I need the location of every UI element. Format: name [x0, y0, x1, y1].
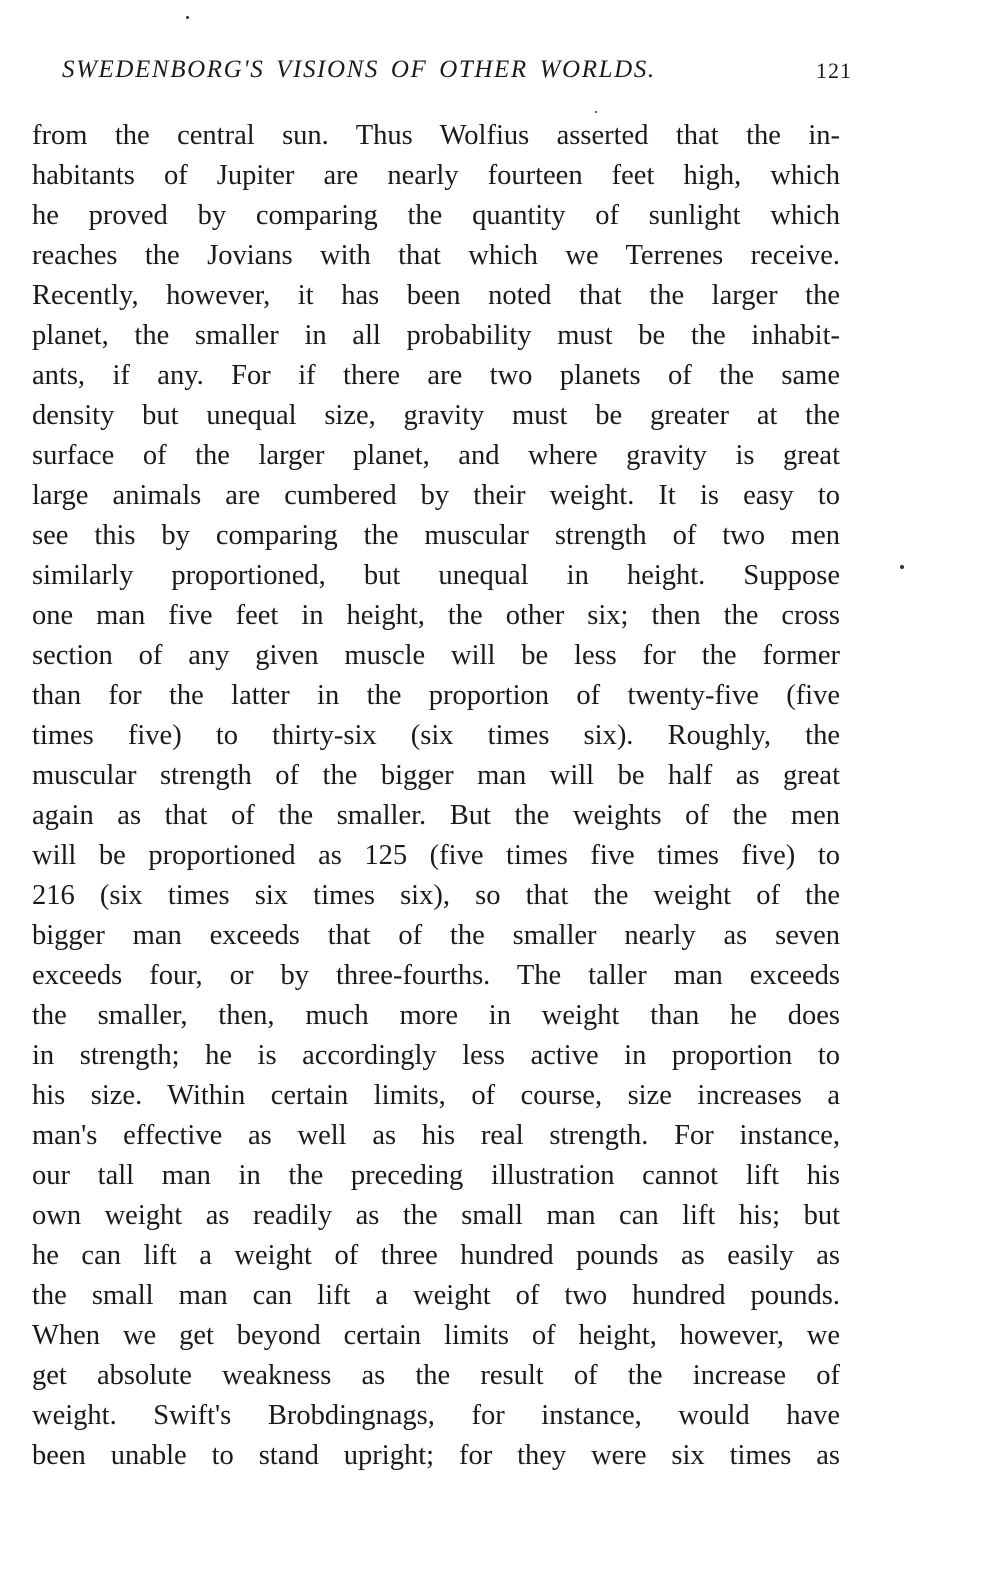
- text-line: density but unequal size, gravity must be greater at the: [32, 400, 840, 431]
- text-line: he can lift a weight of three hundred pounds as easily as: [32, 1240, 840, 1271]
- text-line: man's effective as well as his real strength. For instance,: [32, 1120, 840, 1151]
- text-line: from the central sun. Thus Wolfius asserted that the in-: [32, 120, 840, 151]
- text-line: the smaller, then, much more in weight than he does: [32, 1000, 840, 1031]
- running-title: SWEDENBORG'S VISIONS OF OTHER WORLDS.: [62, 56, 656, 83]
- text-line: times five) to thirty-six (six times six). Roughly, the: [32, 720, 840, 751]
- text-line: one man five feet in height, the other six; then the cross: [32, 600, 840, 631]
- scan-speck: [186, 16, 189, 19]
- text-line: section of any given muscle will be less for the former: [32, 640, 840, 671]
- text-line: our tall man in the preceding illustration cannot lift his: [32, 1160, 840, 1191]
- text-line: again as that of the smaller. But the weights of the men: [32, 800, 840, 831]
- text-line: similarly proportioned, but unequal in height. Suppose: [32, 560, 840, 591]
- body-text: [32, 116, 840, 1476]
- text-line: surface of the larger planet, and where gravity is great: [32, 440, 840, 471]
- text-line: get absolute weakness as the result of the increase of: [32, 1360, 840, 1391]
- scan-speck: [595, 111, 597, 113]
- text-line: large animals are cumbered by their weight. It is easy to: [32, 480, 840, 511]
- text-line: habitants of Jupiter are nearly fourteen feet high, which: [32, 160, 840, 191]
- text-line: muscular strength of the bigger man will be half as great: [32, 760, 840, 791]
- text-line: 216 (six times six times six), so that the weight of the: [32, 880, 840, 911]
- text-line: exceeds four, or by three-fourths. The taller man exceeds: [32, 960, 840, 991]
- scan-speck: [900, 565, 904, 569]
- text-line: Recently, however, it has been noted that the larger the: [32, 280, 840, 311]
- text-line: ants, if any. For if there are two planets of the same: [32, 360, 840, 391]
- text-line: reaches the Jovians with that which we Terrenes receive.: [32, 240, 840, 271]
- text-line: the small man can lift a weight of two hundred pounds.: [32, 1280, 840, 1311]
- text-line: than for the latter in the proportion of twenty-five (five: [32, 680, 840, 711]
- page-number: 121: [816, 58, 852, 83]
- text-line: own weight as readily as the small man can lift his; but: [32, 1200, 840, 1231]
- text-line: he proved by comparing the quantity of sunlight which: [32, 200, 840, 231]
- text-line: bigger man exceeds that of the smaller nearly as seven: [32, 920, 840, 951]
- text-line: will be proportioned as 125 (five times five times five) to: [32, 840, 840, 871]
- text-line: his size. Within certain limits, of course, size increases a: [32, 1080, 840, 1111]
- text-line: see this by comparing the muscular strength of two men: [32, 520, 840, 551]
- text-line: been unable to stand upright; for they were six times as: [32, 1440, 840, 1471]
- running-head: [62, 56, 852, 96]
- text-line: When we get beyond certain limits of height, however, we: [32, 1320, 840, 1351]
- text-line: weight. Swift's Brobdingnags, for instance, would have: [32, 1400, 840, 1431]
- text-line: in strength; he is accordingly less active in proportion to: [32, 1040, 840, 1071]
- text-line: planet, the smaller in all probability must be the inhabit-: [32, 320, 840, 351]
